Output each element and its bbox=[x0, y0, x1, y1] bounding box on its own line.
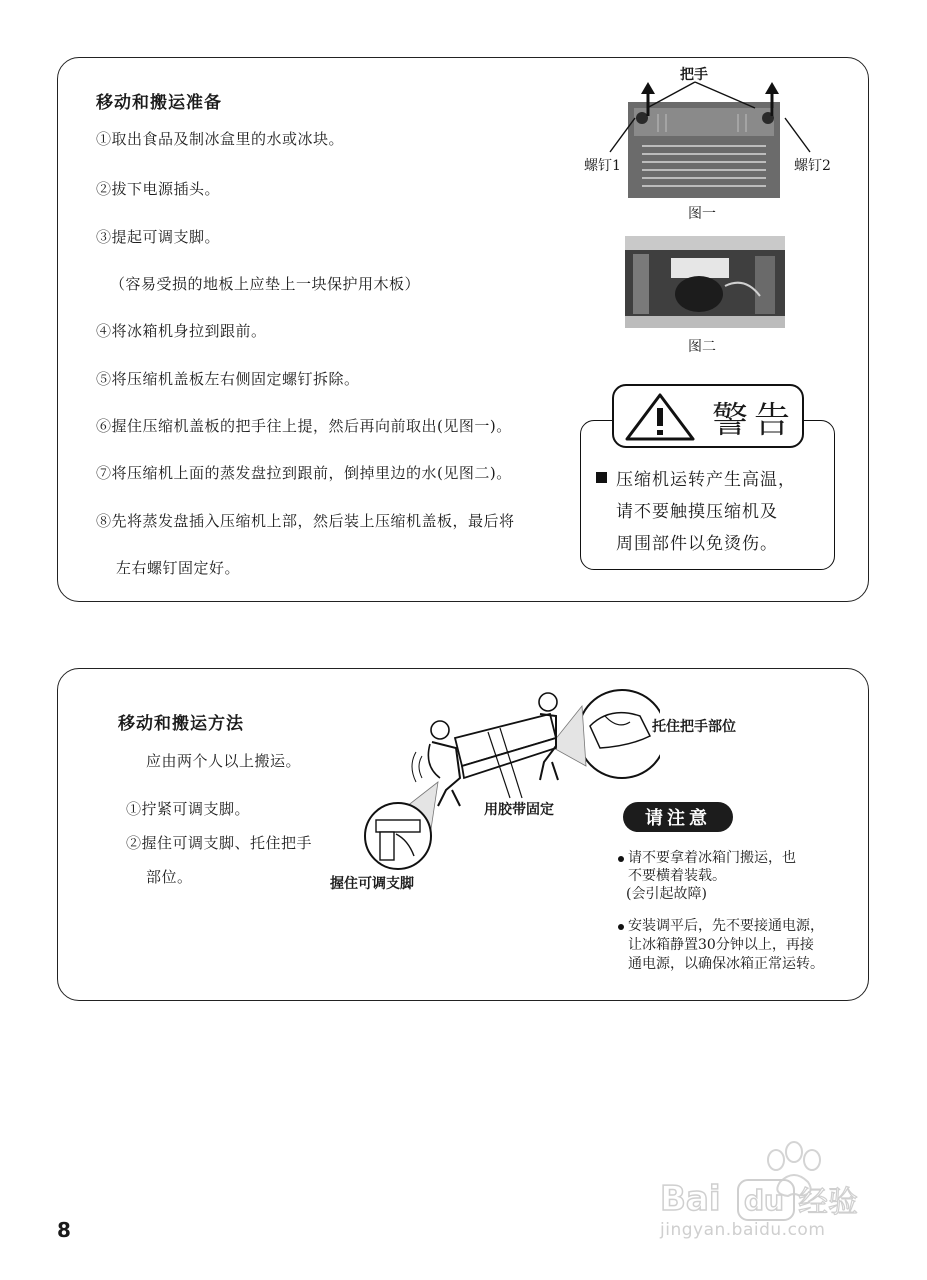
notice-1-line-2: 不要横着装载。 bbox=[628, 868, 726, 884]
warning-header bbox=[612, 384, 804, 448]
grip-foot-label: 握住可调支脚 bbox=[330, 876, 414, 892]
warning-triangle-icon bbox=[624, 392, 696, 442]
prep-step-3-note: （容易受损的地板上应垫上一块保护用木板） bbox=[110, 275, 421, 293]
page-number: 8 bbox=[57, 1218, 71, 1242]
prep-step-5: ⑤将压缩机盖板左右侧固定螺钉拆除。 bbox=[96, 370, 360, 388]
handle-label: 把手 bbox=[680, 67, 708, 83]
handle-support-label: 托住把手部位 bbox=[652, 719, 736, 735]
notice-2-line-1: 安装调平后，先不要接通电源， bbox=[628, 918, 824, 934]
warning-bullet bbox=[596, 472, 607, 483]
svg-text:经验: 经验 bbox=[798, 1185, 858, 1220]
warning-line-1: 压缩机运转产生高温， bbox=[616, 470, 796, 490]
watermark-url: jingyan.baidu.com bbox=[660, 1220, 826, 1240]
foot-zoom-icon bbox=[362, 800, 434, 872]
prep-step-1: ①取出食品及制冰盒里的水或冰块。 bbox=[96, 130, 345, 148]
moving-step-1: ①拧紧可调支脚。 bbox=[126, 800, 251, 818]
svg-text:Bai: Bai bbox=[660, 1179, 721, 1219]
warning-line-3: 周围部件以免烫伤。 bbox=[616, 534, 778, 554]
notice-2-line-3: 通电源，以确保冰箱正常运转。 bbox=[628, 956, 824, 972]
figure1-caption: 图一 bbox=[688, 206, 716, 222]
prep-step-3: ③提起可调支脚。 bbox=[96, 228, 221, 246]
notice-2-line-2: 让冰箱静置30分钟以上，再接 bbox=[628, 937, 814, 953]
svg-text:du: du bbox=[744, 1184, 784, 1217]
notice-badge bbox=[623, 802, 733, 832]
prep-step-8: ⑧先将蒸发盘插入压缩机上部，然后装上压缩机盖板，最后将 bbox=[96, 512, 515, 530]
moving-intro: 应由两个人以上搬运。 bbox=[146, 752, 302, 770]
screw2-label: 螺钉2 bbox=[794, 158, 831, 174]
section2-heading: 移动和搬运方法 bbox=[118, 714, 244, 734]
prep-step-6: ⑥握住压缩机盖板的把手往上提，然后再向前取出(见图一)。 bbox=[96, 417, 512, 435]
prep-step-4: ④将冰箱机身拉到跟前。 bbox=[96, 322, 267, 340]
figure2-caption: 图二 bbox=[688, 339, 716, 355]
notice-title: 请注意 bbox=[645, 808, 711, 829]
prep-step-8-cont: 左右螺钉固定好。 bbox=[116, 559, 241, 577]
evaporator-tray-image bbox=[625, 236, 785, 328]
warning-line-2: 请不要触摸压缩机及 bbox=[616, 502, 778, 522]
tape-label: 用胶带固定 bbox=[484, 802, 554, 818]
notice-1-line-1: 请不要拿着冰箱门搬运，也 bbox=[628, 850, 796, 866]
prep-step-7: ⑦将压缩机上面的蒸发盘拉到跟前，倒掉里边的水(见图二)。 bbox=[96, 464, 512, 482]
notice-bullet-2 bbox=[618, 924, 624, 930]
notice-bullet-1 bbox=[618, 856, 624, 862]
evaporator-tray-photo bbox=[625, 236, 785, 328]
moving-step-2-cont: 部位。 bbox=[146, 868, 193, 886]
warning-title: 警告 bbox=[712, 400, 797, 441]
moving-step-2: ②握住可调支脚、托住把手 bbox=[126, 834, 313, 852]
prep-step-2: ②拔下电源插头。 bbox=[96, 180, 221, 198]
screw1-label: 螺钉1 bbox=[584, 158, 621, 174]
warning-box bbox=[580, 384, 835, 570]
section1-heading: 移动和搬运准备 bbox=[96, 93, 222, 113]
notice-1-line-3: (会引起故障) bbox=[626, 886, 707, 902]
